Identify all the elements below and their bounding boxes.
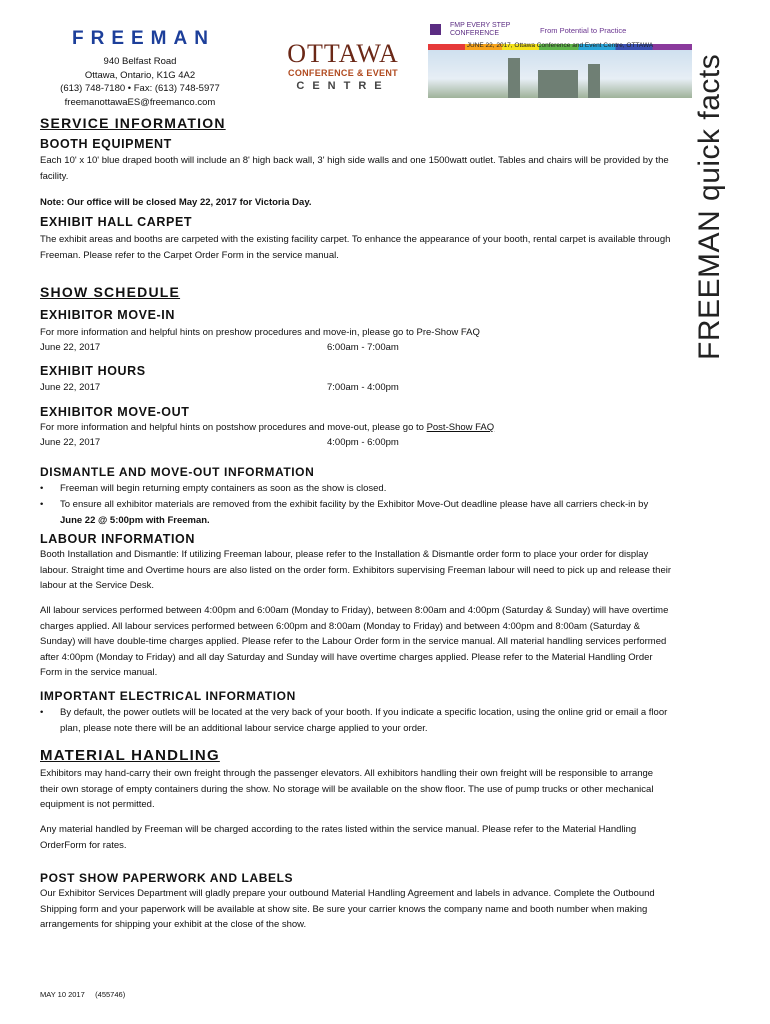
hours-date: June 22, 2017	[40, 382, 101, 393]
banner-event: FMP EVERY STEP CONFERENCE	[450, 22, 511, 37]
side-title-text: FREEMAN quick facts	[693, 53, 726, 360]
schedule-heading: SHOW SCHEDULE	[40, 284, 181, 300]
contact-address	[40, 55, 240, 109]
carpet-text: The exhibit areas and booths are carpeted with the existing facility carpet. To enhance the appearance of your booth, rental carpet is available through Freeman. Please refer to the Carpet Order Form in the service manual.	[40, 234, 671, 261]
venue-logo-name: OTTAWA	[287, 39, 399, 68]
labour-para1: Booth Installation and Dismantle: If utilizing Freeman labour, please refer to the Installation & Dismantle order form to place your order for display labour. Straight time and Overtime hours are also listed on the order form. Exhibitors supervising Freeman labour will need to pick up and release their labour at the Service Desk.	[40, 549, 672, 591]
service-heading: SERVICE INFORMATION	[40, 115, 226, 131]
labour-heading: LABOUR INFORMATION	[40, 532, 195, 546]
dismantle-deadline: June 22 @ 5:00pm with Freeman.	[60, 515, 210, 526]
event-banner	[428, 22, 692, 98]
venue-logo	[278, 40, 408, 93]
labour-para2: All labour services performed between 4:00pm and 6:00am (Monday to Friday), between 8:00am and 4:00pm (Saturday & Sunday) will have overtime charges applied. All labour services performed between 6:00pm and 8:00am (Monday to Friday) and between 4:00pm and 8:00am (Saturday & Sunday) will have double-time charges applied. Please refer to the Labour Order form in the service manual. All material handling services performed after 4:00pm (Monday to Friday) and all day Saturday and Sunday will have overtime charges applied. Please refer to the Material Handling Order Form in the service manual.	[40, 605, 669, 678]
post-show-text: Our Exhibitor Services Department will gladly prepare your outbound Material Handling Agreement and labels in advance. Complete the Outbound Shipping form and your paperwork will be available at show site. Be sure your carrier knows the company name and booth number when making arrangements for shipping your exhibit at the close of the show.	[40, 888, 655, 930]
address-phone: (613) 748-7180 • Fax: (613) 748-5977	[60, 83, 220, 94]
venue-logo-line2: CONFERENCE & EVENT	[288, 68, 398, 78]
movein-heading: EXHIBITOR MOVE-IN	[40, 308, 175, 322]
moveout-text: For more information and helpful hints on postshow procedures and move-out, please go to	[40, 422, 427, 433]
address-email[interactable]: freemanottawaES@freemanco.com	[64, 96, 216, 108]
hours-time: 7:00am - 4:00pm	[327, 382, 399, 393]
post-show-heading: POST SHOW PAPERWORK AND LABELS	[40, 871, 294, 885]
electrical-list	[40, 705, 672, 737]
postshow-faq-link[interactable]: Post-Show FAQ	[426, 422, 495, 433]
list-item: • Freeman will begin returning empty containers as soon as the show is closed.	[40, 481, 672, 497]
venue-logo-line3: CENTRE	[296, 80, 390, 92]
event-logo-icon	[430, 24, 441, 35]
banner-dates: JUNE 22, 2017, Ottawa Conference and Event Centre, OTTAWA	[466, 42, 654, 49]
hours-heading: EXHIBIT HOURS	[40, 364, 146, 378]
dismantle-heading: DISMANTLE AND MOVE-OUT INFORMATION	[40, 465, 315, 479]
parliament-image	[428, 50, 692, 98]
material-para1: Exhibitors may hand-carry their own freight through the passenger elevators. All exhibitors handling their own freight will be responsible to arrange their own storage of empty containers during the show. No storage will be available on the show floor. The use of pump trucks or other mechanical equipment is not permitted.	[40, 768, 654, 810]
material-heading: MATERIAL HANDLING	[40, 747, 220, 764]
booth-heading: BOOTH EQUIPMENT	[40, 137, 172, 151]
movein-time: 6:00am - 7:00am	[327, 342, 399, 353]
moveout-heading: EXHIBITOR MOVE-OUT	[40, 405, 190, 419]
booth-text: Each 10' x 10' blue draped booth will include an 8' high back wall, 3' high side walls and one 1500watt outlet. Tables and chairs will be provided by the facility.	[40, 155, 669, 182]
dismantle-bullet2: To ensure all exhibitor materials are removed from the exhibit facility by the Exhibitor Move-Out deadline please have all carriers check-in by	[60, 499, 649, 510]
moveout-date: June 22, 2017	[40, 437, 101, 448]
banner-tagline: From Potential to Practice	[540, 26, 627, 35]
moveout-time: 4:00pm - 6:00pm	[327, 437, 399, 448]
dismantle-list	[40, 481, 672, 529]
moveout-line	[40, 420, 672, 436]
office-note: Note: Our office will be closed May 22, 2017 for Victoria Day.	[40, 197, 312, 208]
electrical-heading: IMPORTANT ELECTRICAL INFORMATION	[40, 689, 296, 703]
material-para2: Any material handled by Freeman will be charged according to the rates listed within the service manual. Please refer to the Material Handling OrderForm for rates.	[40, 824, 637, 851]
side-title	[690, 20, 730, 360]
movein-text: For more information and helpful hints on preshow procedures and move-in, please go to Pre-Show FAQ	[40, 327, 480, 338]
footer-code: MAY 10 2017 (455746)	[40, 990, 126, 999]
list-item: • By default, the power outlets will be located at the very back of your booth. If you indicate a specific location, using the online grid or email a floor plan, please note there will be an additional labour service charge applied to your order.	[40, 705, 672, 737]
movein-date: June 22, 2017	[40, 342, 101, 353]
list-item	[40, 497, 672, 529]
carpet-heading: EXHIBIT HALL CARPET	[40, 215, 193, 229]
address-city: Ottawa, Ontario, K1G 4A2	[84, 69, 196, 81]
freeman-logo: FREEMAN	[72, 28, 215, 49]
address-street: 940 Belfast Road	[103, 56, 177, 67]
